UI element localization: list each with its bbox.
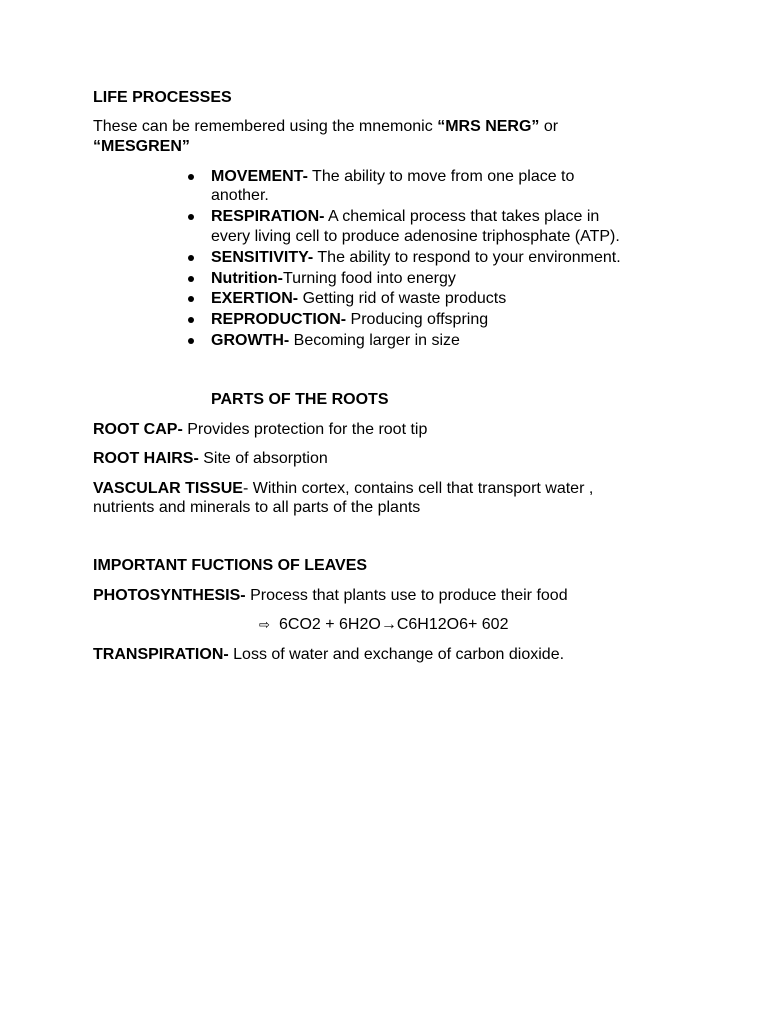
description: Provides protection for the root tip <box>182 421 428 438</box>
leaves-heading: IMPORTANT FUCTIONS OF LEAVES <box>93 557 368 574</box>
list-item-movement-cont: another. <box>211 187 269 204</box>
vascular-tissue-cont: nutrients and minerals to all parts of the plants <box>93 499 421 516</box>
description: Becoming larger in size <box>289 332 460 349</box>
term: VASCULAR TISSUE <box>93 480 243 497</box>
root-hairs-entry <box>93 449 328 468</box>
list-item-exertion <box>211 289 506 308</box>
term: ROOT HAIRS- <box>93 450 199 467</box>
intro-text: These can be remembered using the mnemonic <box>93 118 438 135</box>
bullet-dot <box>188 255 194 261</box>
mnemonic-intro <box>93 117 558 136</box>
list-item-nutrition <box>211 269 456 288</box>
right-arrow-icon: ⇨ <box>259 617 270 632</box>
vascular-tissue-entry <box>93 479 593 498</box>
equation-text: 6CO2 + 6H2O→C6H12O6+ 602 <box>279 616 509 633</box>
list-item-movement <box>211 167 574 186</box>
list-item-sensitivity <box>211 248 621 267</box>
list-item-growth <box>211 331 460 350</box>
description: Getting rid of waste products <box>298 290 507 307</box>
term: GROWTH- <box>211 332 290 349</box>
bullet-dot <box>188 214 194 220</box>
term: TRANSPIRATION- <box>93 646 229 663</box>
list-item-respiration <box>211 207 599 226</box>
description: - Within cortex, contains cell that transport water , <box>242 480 594 497</box>
bullet-dot <box>188 317 194 323</box>
term: PHOTOSYNTHESIS- <box>93 587 246 604</box>
mnemonic-mesgren: “MESGREN” <box>93 138 190 155</box>
description: The ability to respond to your environment. <box>313 249 621 266</box>
description: Turning food into energy <box>282 270 456 287</box>
list-item-reproduction <box>211 310 488 329</box>
bullet-dot <box>188 174 194 180</box>
photosynthesis-equation <box>259 615 508 634</box>
root-cap-entry <box>93 420 427 439</box>
term: EXERTION- <box>211 290 299 307</box>
life-processes-heading: LIFE PROCESSES <box>93 89 232 106</box>
description: Process that plants use to produce their food <box>245 587 568 604</box>
roots-heading: PARTS OF THE ROOTS <box>211 391 389 408</box>
term: ROOT CAP- <box>93 421 183 438</box>
mnemonic-mrs-nerg: “MRS NERG” <box>437 118 540 135</box>
term: RESPIRATION- <box>211 208 325 225</box>
description: The ability to move from one place to <box>307 168 575 185</box>
list-item-respiration-cont: every living cell to produce adenosine triphosphate (ATP). <box>211 228 620 245</box>
bullet-dot <box>188 296 194 302</box>
term: MOVEMENT- <box>211 168 308 185</box>
term: REPRODUCTION- <box>211 311 347 328</box>
bullet-dot <box>188 338 194 344</box>
transpiration-entry <box>93 645 564 664</box>
term: Nutrition- <box>211 270 283 287</box>
term: SENSITIVITY- <box>211 249 314 266</box>
description: A chemical process that takes place in <box>324 208 600 225</box>
description: Site of absorption <box>198 450 328 467</box>
description: Producing offspring <box>346 311 489 328</box>
description: Loss of water and exchange of carbon dioxide. <box>228 646 565 663</box>
photosynthesis-entry <box>93 586 568 605</box>
intro-or: or <box>539 118 559 135</box>
bullet-dot <box>188 276 194 282</box>
